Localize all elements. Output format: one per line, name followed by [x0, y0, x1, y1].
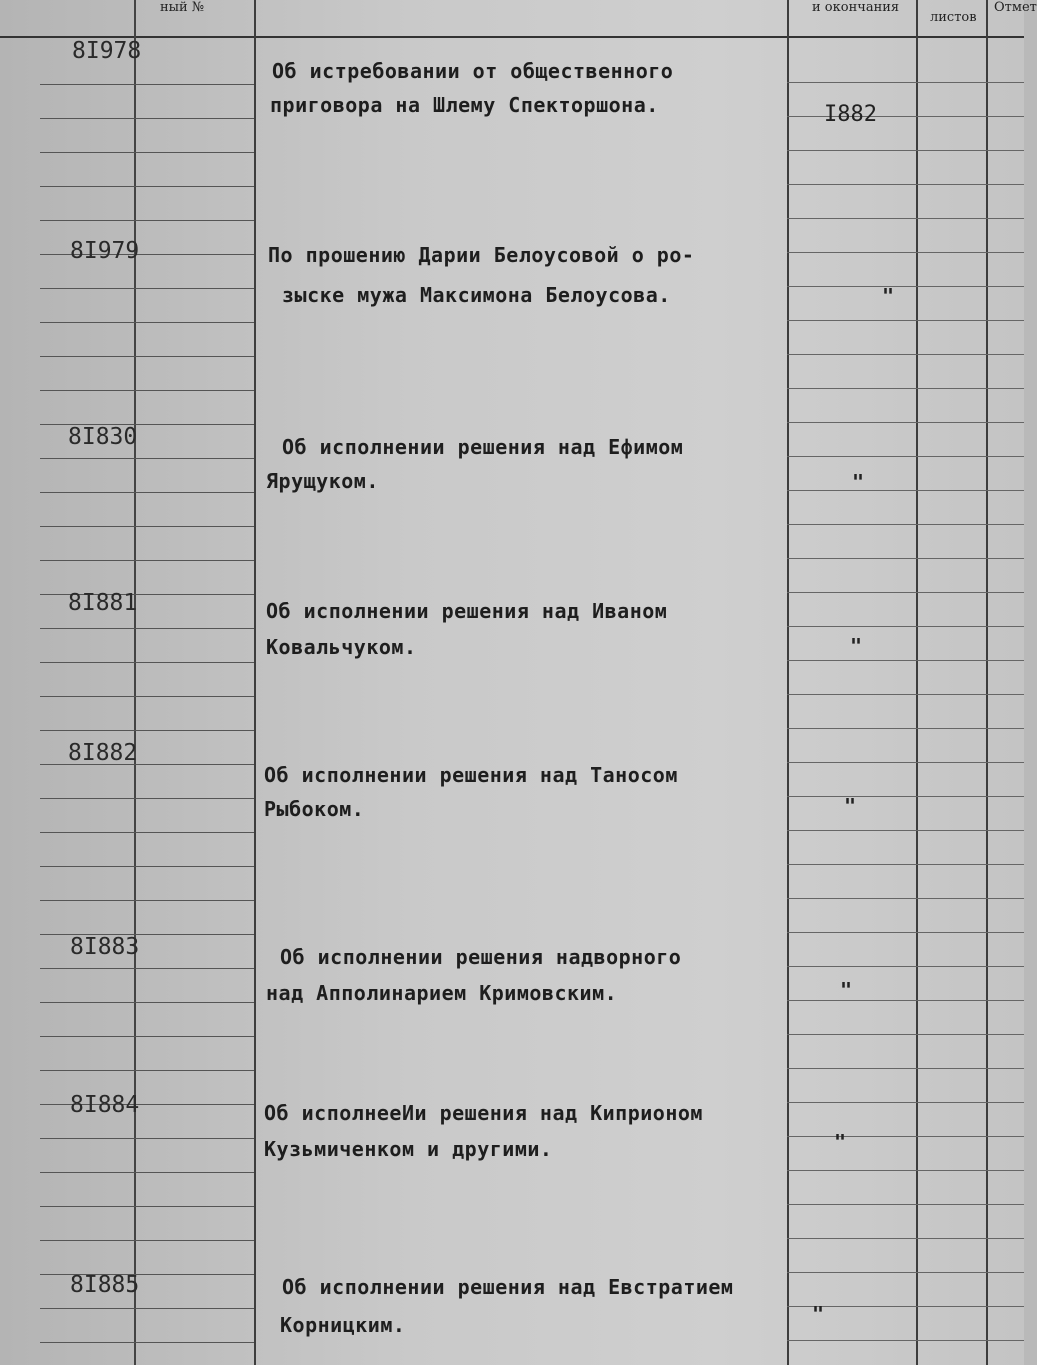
entry-description-line2: Кузьмиченком и другими. — [264, 1137, 553, 1161]
rule-line — [40, 1070, 254, 1071]
entry-description-line2: Рыбоком. — [264, 797, 365, 821]
rule-line — [787, 728, 1024, 729]
entry-description-line2: приговора на Шлему Спекторшона. — [270, 93, 659, 117]
rule-line — [40, 492, 254, 493]
rule-line — [787, 456, 1024, 457]
column-line — [787, 0, 789, 1365]
rule-line — [787, 898, 1024, 899]
rule-line — [40, 1002, 254, 1003]
rule-line — [40, 322, 254, 323]
column-line — [916, 0, 918, 1365]
entry-description-line2: Корницким. — [280, 1313, 406, 1337]
column-line — [134, 0, 136, 1365]
ditto-mark: " — [840, 978, 853, 1002]
rule-line — [40, 288, 254, 289]
entry-description-line1: Об исполнении решения над Таносом — [264, 763, 678, 787]
rule-line — [40, 1342, 254, 1343]
rule-line — [40, 186, 254, 187]
rule-line — [787, 354, 1024, 355]
header-number-column: ный № — [160, 0, 205, 15]
entry-description-line1: Об исполнении решения над Иваном — [266, 599, 668, 623]
rule-line — [787, 830, 1024, 831]
rule-line — [787, 796, 1024, 797]
rule-line — [787, 184, 1024, 185]
entry-year: I882 — [824, 102, 877, 127]
entry-number: 8I979 — [70, 238, 140, 264]
rule-line — [787, 558, 1024, 559]
entry-description-line1: По прошению Дарии Белоусовой о ро- — [268, 243, 695, 267]
rule-line — [787, 116, 1024, 117]
rule-line — [40, 84, 254, 85]
entry-number: 8I882 — [68, 740, 138, 766]
rule-line — [787, 388, 1024, 389]
ditto-mark: " — [844, 794, 857, 818]
rule-line — [787, 1238, 1024, 1239]
rule-line — [40, 628, 254, 629]
rule-line — [40, 730, 254, 731]
rule-line — [40, 220, 254, 221]
rule-line — [40, 1036, 254, 1037]
rule-line — [787, 524, 1024, 525]
ditto-mark: " — [850, 634, 863, 658]
rule-line — [40, 1206, 254, 1207]
rule-line — [787, 932, 1024, 933]
entry-description-line2: над Апполинарием Кримовским. — [266, 981, 618, 1005]
rule-line — [40, 390, 254, 391]
ditto-mark: " — [852, 470, 865, 494]
rule-line — [40, 866, 254, 867]
ditto-mark: " — [812, 1302, 825, 1326]
header-sheets-column: листов — [930, 10, 977, 25]
rule-line — [787, 286, 1024, 287]
entry-description-line1: Об истребовании от общественного — [272, 59, 674, 83]
rule-line — [787, 966, 1024, 967]
rule-line — [787, 592, 1024, 593]
entry-description-line2: Ярущуком. — [266, 469, 379, 493]
rule-line — [40, 798, 254, 799]
entry-description-line1: Об исполнении решения надворного — [280, 945, 682, 969]
rule-line — [787, 1136, 1024, 1137]
rule-line — [787, 1340, 1024, 1341]
rule-line — [40, 968, 254, 969]
rule-line — [40, 662, 254, 663]
rule-line — [40, 1308, 254, 1309]
rule-line — [40, 696, 254, 697]
rule-line — [40, 356, 254, 357]
entry-description-line1: Об исполнении решения над Ефимом — [282, 435, 684, 459]
rule-line — [40, 1172, 254, 1173]
entry-number: 8I881 — [68, 590, 138, 616]
rule-line — [787, 762, 1024, 763]
rule-line — [787, 1204, 1024, 1205]
rule-line — [40, 560, 254, 561]
column-line — [254, 0, 256, 1365]
ditto-mark: " — [834, 1130, 847, 1154]
rule-line — [40, 1138, 254, 1139]
rule-line — [787, 864, 1024, 865]
rule-line — [787, 1000, 1024, 1001]
rule-line — [787, 82, 1024, 83]
rule-line — [787, 626, 1024, 627]
header-date-column: и окончания — [812, 0, 900, 15]
entry-number: 8I883 — [70, 934, 140, 960]
ditto-mark: " — [882, 284, 895, 308]
rule-line — [787, 1034, 1024, 1035]
header-divider — [0, 36, 1024, 38]
rule-line — [787, 694, 1024, 695]
rule-line — [40, 118, 254, 119]
rule-line — [40, 526, 254, 527]
rule-line — [787, 422, 1024, 423]
rule-line — [787, 1102, 1024, 1103]
rule-line — [787, 218, 1024, 219]
header-notes-column: Отмет — [994, 0, 1037, 15]
entry-number: 8I885 — [70, 1272, 140, 1298]
entry-number: 8I830 — [68, 424, 138, 450]
entry-description-line1: Об исполнении решения над Евстратием — [282, 1275, 734, 1299]
rule-line — [787, 660, 1024, 661]
rule-line — [40, 1240, 254, 1241]
entry-description-line1: Об исполнееИи решения над Киприоном — [264, 1101, 703, 1125]
rule-line — [787, 320, 1024, 321]
rule-line — [787, 1170, 1024, 1171]
entry-number: 8I884 — [70, 1092, 140, 1118]
entry-description-line2: зыске мужа Максимона Белоусова. — [282, 283, 671, 307]
rule-line — [787, 1068, 1024, 1069]
rule-line — [787, 490, 1024, 491]
entry-description-line2: Ковальчуком. — [266, 635, 417, 659]
rule-line — [40, 152, 254, 153]
rule-line — [40, 832, 254, 833]
rule-line — [787, 150, 1024, 151]
entry-number: 8I978 — [72, 38, 142, 64]
column-line — [986, 0, 988, 1365]
rule-line — [40, 900, 254, 901]
rule-line — [787, 1272, 1024, 1273]
rule-line — [787, 252, 1024, 253]
rule-line — [40, 458, 254, 459]
